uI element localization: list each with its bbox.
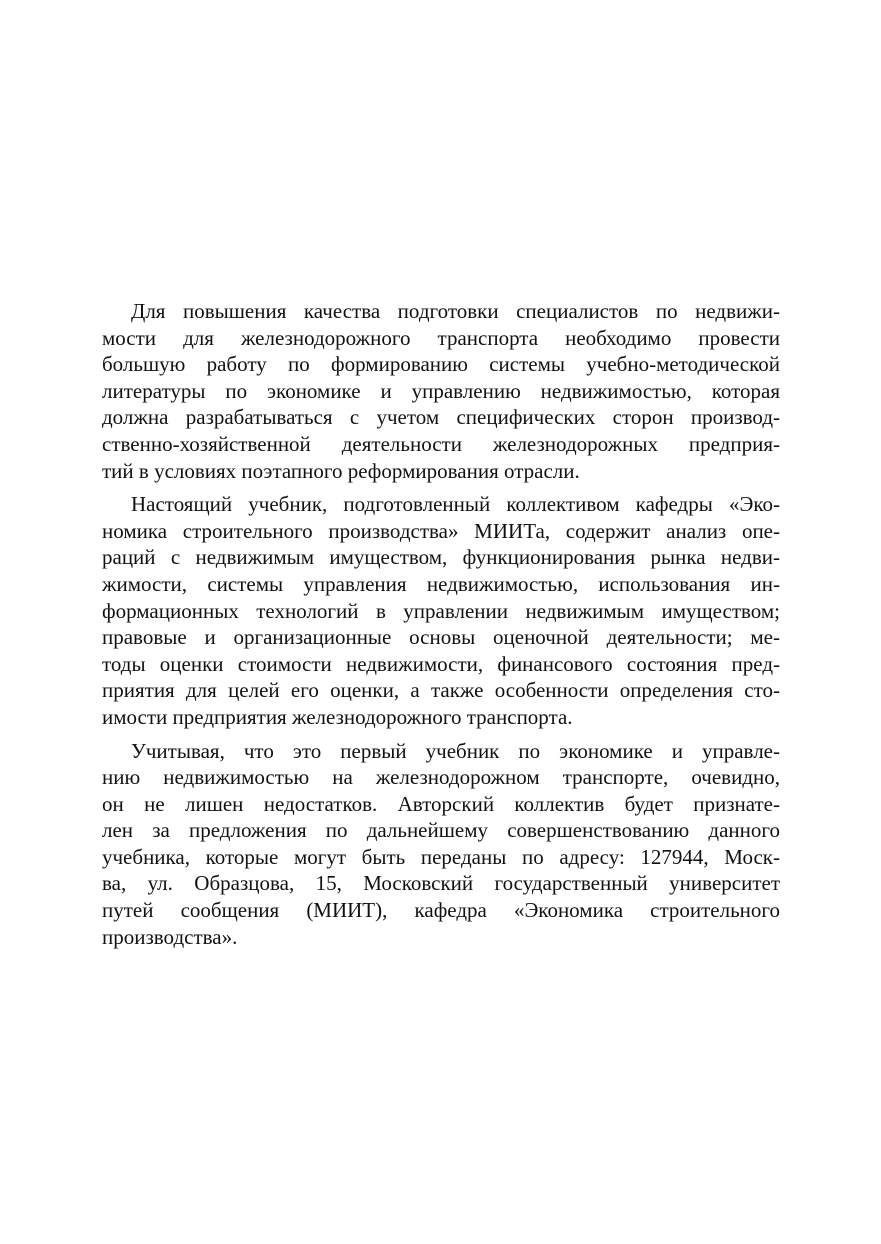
text-line: ственно-хозяйственной деятельности железнодорожных предприя- xyxy=(102,431,780,456)
body-text xyxy=(102,298,780,957)
text-line: Для повышения качества подготовки специалистов по недвижи- xyxy=(131,299,780,323)
text-line: раций с недвижимым имуществом, функционирования рынка недви- xyxy=(102,545,780,570)
paragraph-2 xyxy=(102,491,780,730)
text-line: лен за предложения по дальнейшему совершенствованию данного xyxy=(102,818,780,843)
text-line: мости для железнодорожного транспорта необходимо провести xyxy=(102,325,780,350)
text-line: ва, ул. Образцова, 15, Московский государственный университет xyxy=(102,871,780,896)
text-line: он не лишен недостатков. Авторский коллектив будет признате- xyxy=(102,791,780,816)
text-line: путей сообщения (МИИТ), кафедра «Экономика строительного xyxy=(102,898,780,923)
text-line: правовые и организационные основы оценочной деятельности; ме- xyxy=(102,625,780,650)
text-line: большую работу по формированию системы учебно-методической xyxy=(102,352,780,377)
text-line: тоды оценки стоимости недвижимости, финансового состояния пред- xyxy=(102,651,780,676)
text-line: нию недвижимостью на железнодорожном транспорте, очевидно, xyxy=(102,765,780,790)
paragraph-3 xyxy=(102,738,780,951)
text-line: формационных технологий в управлении недвижимым имуществом; xyxy=(102,598,780,623)
text-line: имости предприятия железнодорожного транспорта. xyxy=(102,704,573,729)
text-line: номика строительного производства» МИИТа, содержит анализ опе- xyxy=(102,518,780,543)
text-line: тий в условиях поэтапного реформирования отрасли. xyxy=(102,458,580,483)
text-line: Настоящий учебник, подготовленный коллективом кафедры «Эко- xyxy=(131,492,780,517)
paragraph-1 xyxy=(102,298,780,484)
text-line: приятия для целей его оценки, а также особенности определения сто- xyxy=(102,678,780,703)
text-line: жимости, системы управления недвижимостью, использования ин- xyxy=(102,571,780,596)
text-line: литературы по экономике и управлению недвижимостью, которая xyxy=(102,378,780,403)
text-line: производства». xyxy=(102,924,238,949)
text-line: должна разрабатываться с учетом специфических сторон производ- xyxy=(102,405,780,430)
text-line: Учитывая, что это первый учебник по экономике и управле- xyxy=(131,738,780,763)
text-line: учебника, которые могут быть переданы по адресу: 127944, Моск- xyxy=(102,844,780,869)
